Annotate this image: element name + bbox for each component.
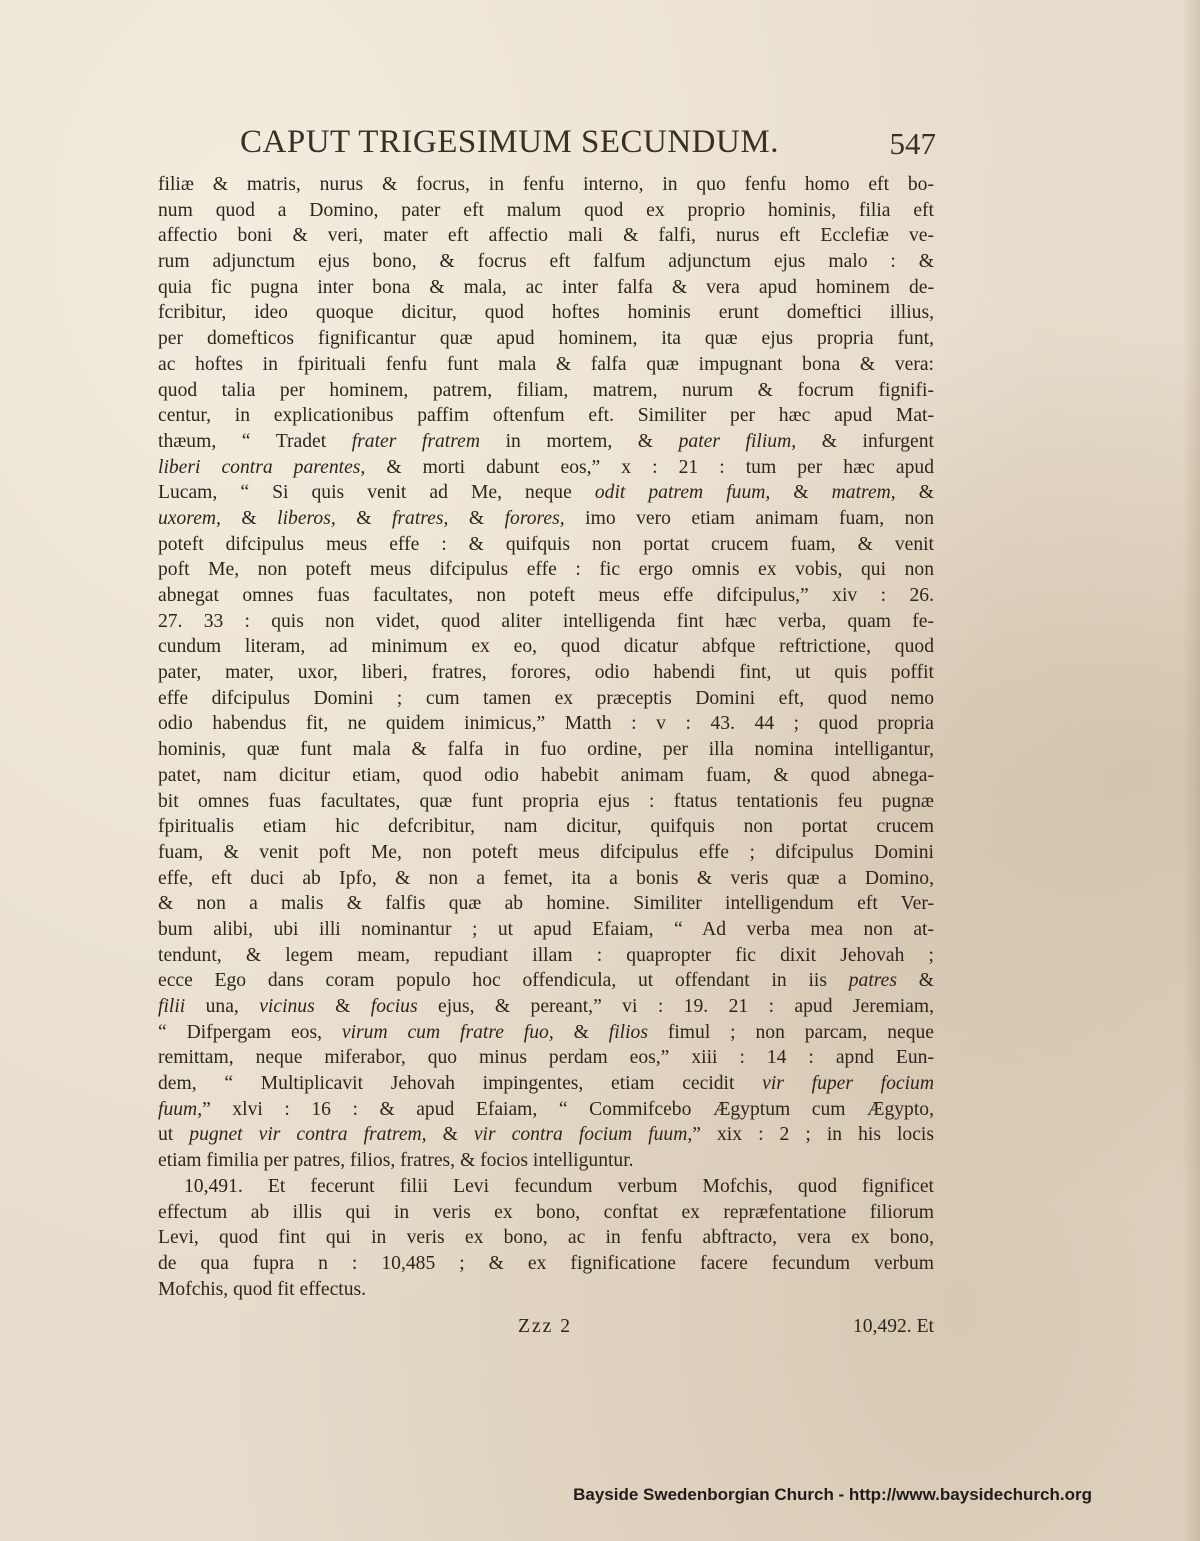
text-line xyxy=(158,994,934,1020)
italic-text: patres xyxy=(848,970,897,992)
text-run: bit omnes fuas facultates, quæ funt propria ejus : ftatus tentationis feu pugnæ xyxy=(158,790,934,812)
text-line xyxy=(158,1251,934,1277)
text-run: etiam fimilia per patres, filios, fratres, & focios intelliguntur. xyxy=(158,1150,634,1172)
text-run: poft Me, non poteft meus difcipulus effe : fic ergo omnis ex vobis, qui non xyxy=(158,559,934,581)
text-run: & xyxy=(897,970,934,992)
text-run: cundum literam, ad minimum ex eo, quod dicatur abfque reftrictione, quod xyxy=(158,636,934,658)
text-run: “ Difpergam eos, xyxy=(158,1021,342,1043)
text-line xyxy=(158,506,934,532)
text-run: abnegat omnes fuas facultates, non poteft meus effe difcipulus,” xiv : 26. xyxy=(158,585,934,606)
text-run: fuam, & venit poft Me, non poteft meus difcipulus effe ; difcipulus Domini xyxy=(158,841,934,863)
text-line xyxy=(158,1020,934,1046)
watermark-credit: Bayside Swedenborgian Church - http://www.baysidechurch.org xyxy=(573,1485,1092,1504)
text-line xyxy=(158,532,934,558)
text-run: fimul ; non parcam, neque xyxy=(647,1021,934,1043)
page-number: 547 xyxy=(889,126,936,161)
text-run: affectio boni & veri, mater eft affectio mali & falfi, nurus eft Ecclefiæ ve- xyxy=(158,225,934,247)
text-run: pater, mater, uxor, liberi, fratres, forores, odio habendi fint, ut quis poffit xyxy=(158,662,934,684)
text-run: centur, in explicationibus paffim oftenfum eft. Similiter per hæc apud Mat- xyxy=(158,405,934,427)
text-run: de qua fupra n : 10,485 ; & ex fignificatione facere fecundum verbum xyxy=(158,1252,934,1274)
text-line xyxy=(158,917,934,943)
text-run: Lucam, “ Si quis venit ad Me, neque xyxy=(158,482,595,504)
running-head xyxy=(240,124,940,168)
text-run: & xyxy=(448,507,505,529)
text-line xyxy=(158,943,934,969)
text-run: filiæ & matris, nurus & focrus, in fenfu interno, in quo fenfu homo eft bo- xyxy=(158,174,934,195)
italic-text: liberi contra parentes, xyxy=(158,456,366,478)
text-line xyxy=(158,840,934,866)
text-line xyxy=(158,326,934,352)
text-run: imo vero etiam animam fuam, non xyxy=(564,507,934,529)
text-run: effe difcipulus Domini ; cum tamen ex præceptis Domini eft, quod nemo xyxy=(158,687,934,709)
text-run: quia fic pugna inter bona & mala, ac inter falfa & vera apud hominem de- xyxy=(158,276,934,298)
text-line xyxy=(158,403,934,429)
italic-text: pugnet vir contra fratrem, xyxy=(189,1124,427,1146)
text-line xyxy=(158,198,934,224)
text-run: thæum, “ Tradet xyxy=(158,430,352,452)
text-line xyxy=(158,557,934,583)
page-footer xyxy=(158,1316,934,1346)
text-run: una, xyxy=(185,996,260,1017)
text-line xyxy=(158,1200,934,1226)
italic-text: uxorem, xyxy=(158,507,221,529)
text-line xyxy=(158,609,934,635)
italic-text: vir contra focium fuum, xyxy=(473,1124,693,1146)
text-run: fcribitur, ideo quoque dicitur, quod hoftes hominis erunt domeftici illius, xyxy=(158,302,934,324)
text-run: dem, “ Multiplicavit Jehovah impingentes, etiam cecidit xyxy=(158,1073,763,1095)
text-run: fpiritualis etiam hic defcribitur, nam dicitur, quifquis non portat crucem xyxy=(158,816,934,838)
italic-text: virum cum fratre fuo, xyxy=(341,1021,554,1043)
text-line xyxy=(158,480,934,506)
text-line xyxy=(158,352,934,378)
text-run: hominis, quæ funt mala & falfa in fuo ordine, per illa nomina intelligantur, xyxy=(158,739,934,761)
text-line xyxy=(158,814,934,840)
italic-text: fratres, xyxy=(391,507,449,529)
italic-text: vicinus xyxy=(259,996,315,1017)
text-run: ut xyxy=(158,1124,190,1146)
italic-text: filii xyxy=(158,996,186,1017)
italic-text: focius xyxy=(370,996,418,1017)
text-line xyxy=(158,1097,934,1123)
text-run: & infurgent xyxy=(796,430,934,452)
italic-text: odit patrem fuum, xyxy=(594,482,771,504)
text-line xyxy=(158,1045,934,1071)
text-line xyxy=(158,378,934,404)
text-line xyxy=(158,866,934,892)
text-run: ” xix : 2 ; in his locis xyxy=(692,1124,934,1146)
text-line xyxy=(158,455,934,481)
text-run: effe, eft duci ab Ipfo, & non a femet, ita a bonis & veris quæ a Domino, xyxy=(158,867,934,889)
text-run: quod talia per hominem, patrem, filiam, matrem, nurum & focrum fignifi- xyxy=(158,379,934,401)
italic-text: forores, xyxy=(504,507,565,529)
text-run: patet, nam dicitur etiam, quod odio habebit animam fuam, & quod abnega- xyxy=(158,764,934,786)
text-line xyxy=(158,429,934,455)
text-line xyxy=(158,172,934,198)
signature-mark: Zzz 2 xyxy=(518,1316,573,1337)
text-line xyxy=(158,1071,934,1097)
text-line xyxy=(158,1148,934,1174)
text-line xyxy=(158,583,934,609)
text-line xyxy=(158,789,934,815)
text-line xyxy=(158,275,934,301)
text-run: in mortem, & xyxy=(480,430,679,452)
text-run: remittam, neque miferabor, quo minus perdam eos,” xiii : 14 : apnd Eun- xyxy=(158,1047,934,1069)
text-line xyxy=(158,1122,934,1148)
text-line xyxy=(158,249,934,275)
text-line xyxy=(158,968,934,994)
text-run: bum alibi, ubi illi nominantur ; ut apud Efaiam, “ Ad verba mea non at- xyxy=(158,918,934,940)
text-run: 27. 33 : quis non videt, quod aliter intelligenda fint hæc verba, quam fe- xyxy=(158,610,934,632)
text-run: tendunt, & legem meam, repudiant illam : quapropter fic dixit Jehovah ; xyxy=(158,944,934,966)
text-run: effectum ab illis qui in veris ex bono, conftat ex repræfentatione filiorum xyxy=(158,1201,934,1223)
text-run: & xyxy=(314,996,371,1017)
text-run: ” xlvi : 16 : & apud Efaiam, “ Commifcebo Ægyptum cum Ægypto, xyxy=(202,1098,934,1120)
text-run: rum adjunctum ejus bono, & focrus eft falfum adjunctum ejus malo : & xyxy=(158,251,934,273)
text-run: ejus, & pereant,” vi : 19. 21 : apud Jeremiam, xyxy=(417,996,934,1017)
italic-text: pater filium, xyxy=(678,430,797,452)
text-line xyxy=(158,223,934,249)
text-line xyxy=(158,737,934,763)
text-run: & xyxy=(426,1124,474,1146)
text-run: Mofchis, quod fit effectus. xyxy=(158,1278,367,1300)
text-run: Levi, quod fint qui in veris ex bono, ac in fenfu abftracto, vera ex bono, xyxy=(158,1227,934,1249)
text-line xyxy=(158,686,934,712)
body-text xyxy=(158,172,934,1302)
text-line xyxy=(158,634,934,660)
text-run: & xyxy=(895,482,934,504)
italic-text: filios xyxy=(608,1021,648,1043)
italic-text: frater fratrem xyxy=(351,430,480,452)
text-run: per domefticos fignificantur quæ apud hominem, ita quæ ejus propria funt, xyxy=(158,328,934,350)
text-run: & xyxy=(220,507,278,529)
text-run: & xyxy=(770,482,832,504)
text-line xyxy=(158,1225,934,1251)
italic-text: fuum, xyxy=(158,1098,203,1120)
text-line xyxy=(158,711,934,737)
text-run: 10,491. Et fecerunt filii Levi fecundum verbum Mofchis, quod fignificet xyxy=(184,1175,934,1197)
text-run: odio habendus fit, ne quidem inimicus,” Matth : v : 43. 44 ; quod propria xyxy=(158,713,934,735)
text-run: & xyxy=(335,507,392,529)
catchword: 10,492. Et xyxy=(852,1316,934,1337)
text-run: & morti dabunt eos,” x : 21 : tum per hæc apud xyxy=(365,456,934,478)
text-line xyxy=(158,1277,934,1303)
text-run: ac hoftes in fpirituali fenfu funt mala & falfa quæ impugnant bona & vera: xyxy=(158,353,934,375)
page-edge-shadow xyxy=(1182,0,1200,1541)
text-run: & xyxy=(553,1021,609,1043)
text-run: & non a malis & falfis quæ ab homine. Similiter intelligendum eft Ver- xyxy=(158,893,934,915)
text-run: poteft difcipulus meus effe : & quifquis non portat crucem fuam, & venit xyxy=(158,533,934,555)
text-run: ecce Ego dans coram populo hoc offendicula, ut offendant in iis xyxy=(158,970,849,992)
text-line xyxy=(158,660,934,686)
running-title: CAPUT TRIGESIMUM SECUNDUM. xyxy=(240,124,779,160)
text-line xyxy=(158,891,934,917)
text-run: num quod a Domino, pater eft malum quod ex proprio hominis, filia eft xyxy=(158,199,934,221)
text-line xyxy=(158,300,934,326)
italic-text: liberos, xyxy=(277,507,336,529)
text-line xyxy=(158,763,934,789)
italic-text: matrem, xyxy=(831,482,896,504)
italic-text: vir fuper focium xyxy=(762,1073,934,1095)
text-line xyxy=(158,1174,934,1200)
